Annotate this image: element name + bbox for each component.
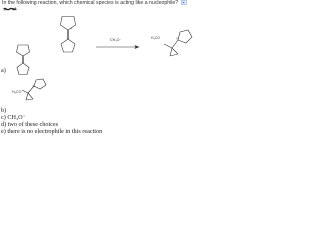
reagent-label: CH₃O⁻ xyxy=(110,38,122,42)
option-b-label[interactable]: b) xyxy=(1,107,7,114)
option-c-label[interactable]: c) CH₃O⁻ xyxy=(1,114,26,121)
product-nitrogen-label: N xyxy=(176,36,179,41)
question-text xyxy=(2,0,198,7)
option-b-methoxy-label: H₃CO xyxy=(12,90,22,94)
option-e-label[interactable]: e) there is no electrophile in this reaction xyxy=(1,128,103,135)
reactant-iminium-structure xyxy=(48,8,88,64)
product-structure xyxy=(150,26,196,62)
product-label: H₃CO xyxy=(151,36,160,40)
option-a-label[interactable]: a) xyxy=(1,67,6,74)
option-d-label[interactable]: d) two of these choices xyxy=(1,121,59,128)
option-b-nitrogen-label: N xyxy=(32,84,35,89)
reactant-charge: + xyxy=(70,26,73,31)
redaction-scribble xyxy=(3,7,17,11)
reaction-arrow-icon xyxy=(96,44,140,50)
option-a-structure xyxy=(8,38,38,80)
question-label: In the following reaction, which chemical species is acting like a nucleophile? xyxy=(2,0,179,6)
speaker-icon[interactable] xyxy=(181,0,187,5)
